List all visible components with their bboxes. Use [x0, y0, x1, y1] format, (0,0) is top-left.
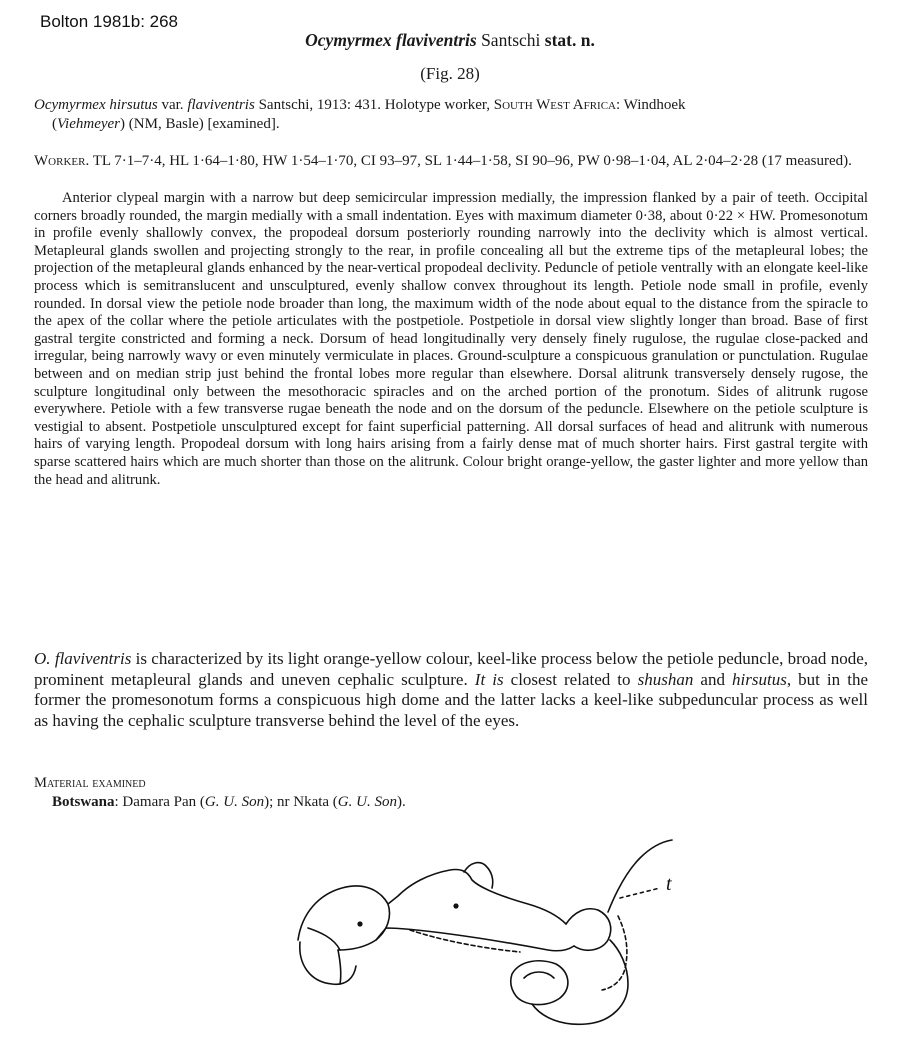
- syn-locality: South West Africa: [493, 97, 617, 113]
- syn-collector: Viehmeyer: [57, 116, 121, 132]
- figure-reference: (Fig. 28): [420, 64, 480, 83]
- syn-name: Ocymyrmex hirsutus: [34, 97, 158, 113]
- peduncle-lower: [376, 928, 574, 951]
- material-col2: G. U. Son: [337, 794, 397, 810]
- worker-measurements: [34, 152, 868, 170]
- syn-var-name: flaviventris: [187, 97, 255, 113]
- syn-continuation: (Viehmeyer) (NM, Basle) [examined].: [52, 116, 280, 132]
- description-paragraph: Anterior clypeal margin with a narrow but deep semicircular impression medially, the impression flanked by a pair of teeth. Occipital corners broadly rounded, the margin medially with a small indentation. Eyes with maximum diameter 0·38, about 0·22 × HW. Promesonotum in profile evenly shallowly convex, the propodeal dorsum posteriorly rounding narrowly into the declivity which is almost vertical. Metapleural glands swollen and projecting strongly to the rear, in profile concealing all but the extreme tips of the metapleural lobes; the projection of the metapleural glands enhanced by the near-vertical propodeal declivity. Peduncle of petiole ventrally with an elongate keel-like process which is semitranslucent and unsculptured, evenly shallow convex throughout its length. Petiole node small in profile, evenly rounded. In dorsal view the petiole node broader than long, the maximum width of the node about equal to the distance from the spiracle to the apex of the collar where the petiole articulates with the postpetiole. Postpetiole in dorsal view slightly longer than broad. Base of first gastral tergite constricted and forming a neck. Dorsum of head longitudinally very densely finely rugulose, the rugulae close-packed and irregular, being narrowly wavy or even minutely vermiculate in places. Ground-sculpture a conspicuous granulation or punctulation. Rugulae between and on median strip just behind the frontal lobes more regular than elsewhere. Dorsal alitrunk transversely densely rugose, the sculpture longitudinal only between the mesothoracic spiracles and on the arched portion of the pronotum. Sides of alitrunk rugose everywhere. Petiole with a few transverse rugae beneath the node and on the dorsum of the peduncle. Elsewhere on the petiole sculpture is vestigial to absent. Postpetiole unsculptured except for faint superficial patterning. All dorsal surfaces of head and alitrunk with numerous hairs of varying length. Propodeal dorsum with long hairs arising from a fairly dense mat of much shorter hairs. First gastral tergite with sparse scattered hairs which are much shorter than those on the alitrunk. Colour bright orange-yellow, the gaster lighter and more yellow than the head and alitrunk.: [34, 190, 868, 488]
- ant-petiole-drawing: [280, 832, 700, 1032]
- material-loc2: ); nr Nkata (: [264, 794, 338, 810]
- species-title: [0, 30, 900, 51]
- disc-it-is: It is: [474, 669, 504, 689]
- disc-part1: is characterized by its light orange-yellow colour, keel-like process below the petiole peduncle, broad node, prominent metapleural glands and uneven cephalic sculpture.: [34, 649, 868, 689]
- gaster-outline: [608, 840, 672, 912]
- disc-part2: closest related to: [503, 669, 638, 689]
- synonymy-paragraph: [34, 96, 868, 134]
- spiracle-dot: [358, 922, 362, 926]
- material-end: ).: [396, 794, 406, 810]
- syn-locality-rest: : Windhoek: [616, 97, 686, 113]
- material-heading: Material examined: [34, 775, 146, 791]
- side-line: [308, 928, 340, 950]
- disc-species: O. flaviventris: [34, 649, 132, 668]
- worker-label: Worker.: [34, 153, 90, 169]
- disc-sp1: shushan: [637, 669, 694, 689]
- peduncle-outline: [388, 869, 566, 924]
- discussion-paragraph: [34, 649, 868, 731]
- gland-line: [338, 950, 341, 984]
- keel-process: [410, 930, 520, 952]
- disc-sp2: hirsutus: [732, 669, 787, 689]
- material-country: Botswana: [52, 794, 115, 810]
- dashed-gland: [602, 916, 627, 990]
- material-list: [52, 794, 406, 811]
- worker-values: TL 7·1–7·4, HL 1·64–1·80, HW 1·54–1·70, CI 93–97, SL 1·44–1·58, SI 90–96, PW 0·98–1·04, AL 2·04–2·28 (17 measured).: [92, 153, 852, 169]
- reference-label: Bolton 1981b: 268: [40, 12, 179, 31]
- postpetiole-outline: [566, 909, 611, 950]
- syn-depository: (NM, Basle) [examined].: [128, 116, 280, 132]
- label-leader: [620, 888, 660, 898]
- spiracle-dot-2: [454, 904, 458, 908]
- syn-citation: Santschi, 1913: 431. Holotype worker,: [258, 97, 494, 113]
- species-author: Santschi: [481, 30, 541, 50]
- figure-label: t: [666, 873, 672, 895]
- material-col1: G. U. Son: [204, 794, 265, 810]
- gaster-segment-inner: [524, 972, 554, 978]
- disc-part3: , but in the former the promesonotum forms a conspicuous high dome and the latter lacks a keel-like subpeduncular process as well as having the cephalic sculpture transverse behind the level of the eyes.: [34, 669, 868, 730]
- syn-var-label: var.: [161, 97, 184, 113]
- gaster-lower: [532, 940, 628, 1024]
- metapleural-lobe: [300, 942, 356, 984]
- species-status: stat. n.: [544, 30, 595, 50]
- species-name: Ocymyrmex flaviventris: [305, 30, 477, 50]
- disc-and: and: [693, 669, 733, 689]
- gaster-segment: [511, 961, 568, 1005]
- material-loc1: : Damara Pan (: [114, 794, 205, 810]
